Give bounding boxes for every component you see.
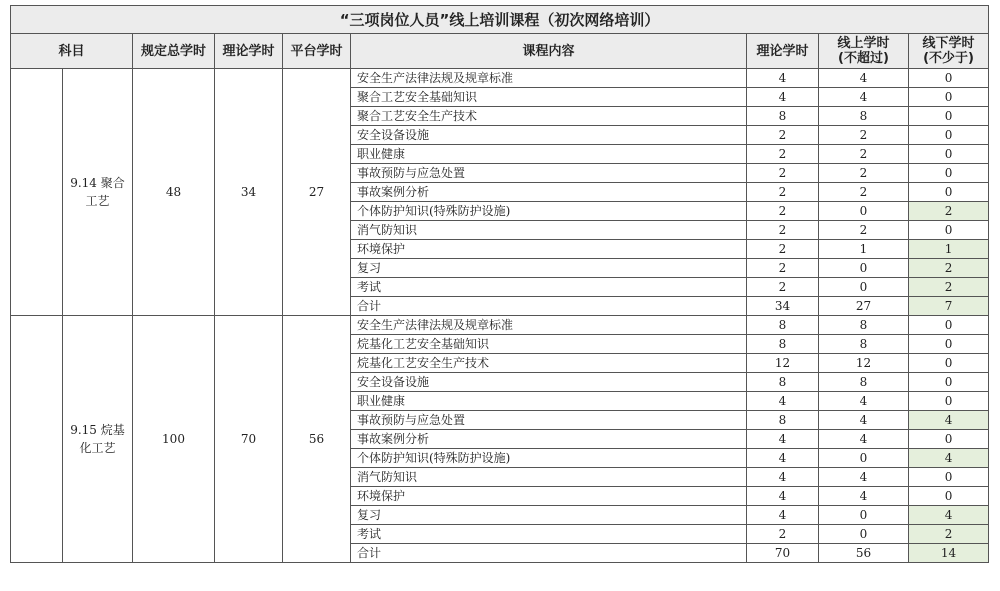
theory-hours-cell: 34 (215, 69, 283, 316)
offline-cell: 0 (909, 145, 989, 164)
online-cell: 0 (819, 278, 909, 297)
course-content-cell: 环境保护 (351, 240, 747, 259)
course-content-cell: 职业健康 (351, 392, 747, 411)
offline-cell: 0 (909, 373, 989, 392)
theory-cell: 8 (747, 411, 819, 430)
course-content-cell: 消气防知识 (351, 468, 747, 487)
offline-cell: 0 (909, 316, 989, 335)
course-content-cell: 安全生产法律法规及规章标准 (351, 69, 747, 88)
course-content-cell: 聚合工艺安全基础知识 (351, 88, 747, 107)
header-total-hours: 规定总学时 (133, 34, 215, 69)
theory-cell: 4 (747, 449, 819, 468)
header-online-line1: 线上学时 (837, 36, 890, 51)
theory-cell: 8 (747, 373, 819, 392)
offline-cell: 0 (909, 126, 989, 145)
training-course-table (10, 5, 989, 563)
header-row (11, 34, 989, 69)
online-cell: 2 (819, 164, 909, 183)
course-content-cell: 安全设备设施 (351, 126, 747, 145)
theory-cell: 2 (747, 126, 819, 145)
course-content-cell: 事故预防与应急处置 (351, 411, 747, 430)
theory-cell: 2 (747, 183, 819, 202)
offline-cell: 0 (909, 221, 989, 240)
course-content-cell: 复习 (351, 259, 747, 278)
theory-cell: 4 (747, 392, 819, 411)
online-cell: 8 (819, 373, 909, 392)
online-cell: 0 (819, 449, 909, 468)
course-content-cell: 职业健康 (351, 145, 747, 164)
header-online-line2: (不超过) (838, 51, 889, 66)
theory-cell: 34 (747, 297, 819, 316)
online-cell: 8 (819, 107, 909, 126)
online-cell: 4 (819, 411, 909, 430)
course-content-cell: 复习 (351, 506, 747, 525)
online-cell: 4 (819, 88, 909, 107)
offline-cell: 0 (909, 487, 989, 506)
header-theory-hours: 理论学时 (215, 34, 283, 69)
online-cell: 27 (819, 297, 909, 316)
online-cell: 4 (819, 430, 909, 449)
offline-cell: 2 (909, 202, 989, 221)
theory-cell: 2 (747, 202, 819, 221)
theory-cell: 4 (747, 88, 819, 107)
online-cell: 8 (819, 335, 909, 354)
course-content-cell: 烷基化工艺安全基础知识 (351, 335, 747, 354)
online-cell: 2 (819, 221, 909, 240)
offline-cell: 14 (909, 544, 989, 563)
header-offline-hours (909, 34, 989, 69)
offline-cell: 0 (909, 468, 989, 487)
online-cell: 0 (819, 259, 909, 278)
online-cell: 4 (819, 468, 909, 487)
offline-cell: 4 (909, 411, 989, 430)
offline-cell: 0 (909, 183, 989, 202)
online-cell: 12 (819, 354, 909, 373)
course-content-cell: 烷基化工艺安全生产技术 (351, 354, 747, 373)
theory-cell: 12 (747, 354, 819, 373)
online-cell: 4 (819, 487, 909, 506)
theory-cell: 4 (747, 506, 819, 525)
offline-cell: 2 (909, 525, 989, 544)
online-cell: 1 (819, 240, 909, 259)
header-offline-line2: (不少于) (923, 51, 974, 66)
offline-cell: 0 (909, 88, 989, 107)
offline-cell: 0 (909, 392, 989, 411)
theory-hours-cell: 70 (215, 316, 283, 563)
theory-cell: 8 (747, 107, 819, 126)
group-spacer-cell (11, 69, 63, 316)
offline-cell: 4 (909, 449, 989, 468)
theory-cell: 70 (747, 544, 819, 563)
online-cell: 56 (819, 544, 909, 563)
offline-cell: 1 (909, 240, 989, 259)
theory-cell: 4 (747, 69, 819, 88)
online-cell: 8 (819, 316, 909, 335)
course-content-cell: 合计 (351, 297, 747, 316)
training-table-container (10, 5, 988, 563)
course-content-cell: 考试 (351, 525, 747, 544)
online-cell: 2 (819, 145, 909, 164)
platform-hours-cell: 27 (283, 69, 351, 316)
header-platform-hours: 平台学时 (283, 34, 351, 69)
course-content-cell: 事故案例分析 (351, 183, 747, 202)
header-offline-line1: 线下学时 (922, 36, 975, 51)
offline-cell: 0 (909, 354, 989, 373)
offline-cell: 0 (909, 69, 989, 88)
offline-cell: 2 (909, 259, 989, 278)
table-title: “三项岗位人员”线上培训课程（初次网络培训） (11, 6, 989, 34)
subject-cell: 9.14 聚合工艺 (63, 69, 133, 316)
online-cell: 0 (819, 506, 909, 525)
online-cell: 2 (819, 126, 909, 145)
header-subject: 科目 (11, 34, 133, 69)
online-cell: 4 (819, 392, 909, 411)
table-row (11, 316, 989, 335)
online-cell: 2 (819, 183, 909, 202)
course-content-cell: 环境保护 (351, 487, 747, 506)
course-content-cell: 个体防护知识(特殊防护设施) (351, 202, 747, 221)
theory-cell: 2 (747, 145, 819, 164)
course-content-cell: 考试 (351, 278, 747, 297)
table-body (11, 69, 989, 563)
total-hours-cell: 48 (133, 69, 215, 316)
offline-cell: 7 (909, 297, 989, 316)
course-content-cell: 聚合工艺安全生产技术 (351, 107, 747, 126)
header-online-hours (819, 34, 909, 69)
online-cell: 0 (819, 202, 909, 221)
course-content-cell: 事故预防与应急处置 (351, 164, 747, 183)
online-cell: 4 (819, 69, 909, 88)
total-hours-cell: 100 (133, 316, 215, 563)
theory-cell: 4 (747, 487, 819, 506)
course-content-cell: 个体防护知识(特殊防护设施) (351, 449, 747, 468)
offline-cell: 0 (909, 164, 989, 183)
table-row (11, 69, 989, 88)
course-content-cell: 安全生产法律法规及规章标准 (351, 316, 747, 335)
theory-cell: 4 (747, 430, 819, 449)
offline-cell: 0 (909, 107, 989, 126)
theory-cell: 8 (747, 335, 819, 354)
theory-cell: 2 (747, 240, 819, 259)
header-theory: 理论学时 (747, 34, 819, 69)
theory-cell: 4 (747, 468, 819, 487)
theory-cell: 2 (747, 164, 819, 183)
theory-cell: 2 (747, 259, 819, 278)
course-content-cell: 消气防知识 (351, 221, 747, 240)
offline-cell: 0 (909, 430, 989, 449)
group-spacer-cell (11, 316, 63, 563)
offline-cell: 4 (909, 506, 989, 525)
offline-cell: 0 (909, 335, 989, 354)
course-content-cell: 安全设备设施 (351, 373, 747, 392)
subject-cell: 9.15 烷基化工艺 (63, 316, 133, 563)
theory-cell: 8 (747, 316, 819, 335)
course-content-cell: 合计 (351, 544, 747, 563)
theory-cell: 2 (747, 221, 819, 240)
header-content: 课程内容 (351, 34, 747, 69)
online-cell: 0 (819, 525, 909, 544)
offline-cell: 2 (909, 278, 989, 297)
course-content-cell: 事故案例分析 (351, 430, 747, 449)
platform-hours-cell: 56 (283, 316, 351, 563)
theory-cell: 2 (747, 278, 819, 297)
theory-cell: 2 (747, 525, 819, 544)
